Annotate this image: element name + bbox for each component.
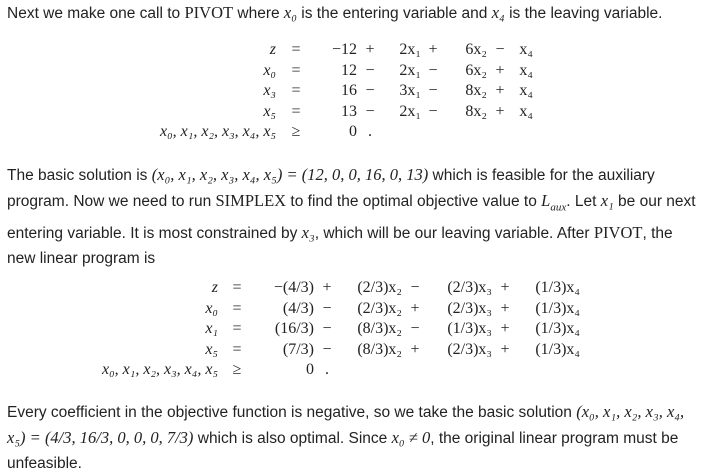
variable-term: x₄: [519, 41, 533, 58]
equation-lhs: x₃: [263, 82, 276, 99]
variable-term: 8x₂: [465, 102, 487, 120]
constant-term: 13: [341, 102, 357, 120]
l-aux: [541, 191, 567, 214]
middle-text-7: , the new linear program is: [7, 225, 673, 268]
entering-variable: x₀: [283, 3, 297, 22]
variable-term: (2/3)x₂: [357, 279, 402, 296]
variable-term: 2x₁: [399, 61, 421, 79]
empty-cell: [492, 360, 518, 381]
period: .: [325, 361, 329, 378]
operator: +: [410, 299, 420, 317]
equals-sign: =: [291, 82, 301, 99]
equation-lhs: x₀: [205, 299, 218, 317]
equation-lhs: x₅: [205, 340, 218, 358]
operator: −: [322, 299, 332, 317]
operator: +: [495, 82, 505, 99]
intro-text-2: where: [233, 5, 284, 22]
operator: +: [500, 279, 510, 296]
zero-bound: 0: [306, 361, 314, 378]
outro-paragraph: [7, 399, 697, 476]
constant-term: (7/3): [282, 340, 314, 358]
nonnegativity-row: [58, 360, 580, 381]
linear-program-1: [122, 40, 533, 143]
middle-text-3: to find the optimal objective value to: [286, 193, 542, 210]
variable-term: x₄: [519, 82, 533, 99]
operator: −: [428, 61, 438, 79]
empty-cell: [421, 122, 445, 143]
constant-term: (16/3): [274, 320, 314, 337]
variable-term: (2/3)x₃: [447, 299, 492, 317]
middle-paragraph: [7, 162, 697, 271]
equals-sign: =: [291, 61, 301, 79]
empty-cell: [428, 360, 492, 381]
operator: −: [410, 279, 420, 296]
variable-term: (8/3)x₂: [357, 320, 402, 337]
operator: +: [365, 41, 375, 58]
variable-term: 2x₁: [399, 41, 421, 58]
intro-text-1: Next we make one call to: [7, 5, 185, 22]
variable-term: 6x₂: [465, 41, 487, 58]
equation-row: [58, 299, 580, 320]
middle-text-1: The basic solution is: [7, 167, 152, 184]
equation-row: [122, 61, 533, 82]
middle-text-4: . Let: [566, 193, 601, 210]
l-aux-main: L: [541, 191, 551, 210]
equals-sign: =: [291, 102, 301, 120]
operator: +: [495, 61, 505, 79]
operator: −: [428, 102, 438, 120]
empty-cell: [487, 122, 513, 143]
variable-term: x₄: [519, 102, 533, 120]
operator: −: [322, 320, 332, 337]
equation-lhs: z: [269, 41, 276, 58]
variable-term: (8/3)x₂: [357, 340, 402, 358]
period: .: [368, 123, 372, 140]
pivot-keyword: PIVOT: [184, 3, 234, 22]
equation-row: [122, 81, 533, 102]
operator: −: [365, 102, 375, 120]
intro-text-4: is the leaving variable.: [504, 5, 663, 22]
operator: −: [410, 320, 420, 337]
equals-sign: =: [232, 340, 242, 358]
operator: +: [500, 320, 510, 337]
equation-lhs: x₅: [263, 102, 276, 120]
operator: +: [495, 102, 505, 120]
empty-cell: [518, 360, 580, 381]
variable-term: x₄: [519, 61, 533, 79]
variable-term: (2/3)x₂: [357, 299, 402, 317]
variable-term: (1/3)x₃: [447, 320, 492, 337]
equation-row: [122, 102, 533, 123]
variable-term: (2/3)x₃: [447, 340, 492, 358]
constant-term: 16: [341, 82, 357, 99]
empty-cell: [402, 360, 428, 381]
outro-text-1: Every coefficient in the objective function is negative, so we take the basic solution: [7, 404, 577, 421]
equals-sign: =: [232, 320, 242, 337]
middle-text-2: which is feasible for the auxiliary program. Now we need to run: [7, 167, 655, 210]
operator: −: [322, 340, 332, 358]
equation-row: [58, 278, 580, 299]
operator: +: [500, 299, 510, 317]
leaving-variable: x₄: [491, 3, 505, 22]
constant-term: −(4/3): [273, 279, 314, 296]
intro-text-3: is the entering variable and: [296, 5, 492, 22]
nonnegativity-variables: x₀, x₁, x₂, x₃, x₄, x₅: [160, 123, 276, 140]
operator: +: [500, 340, 510, 358]
equation-lhs: x₁: [205, 320, 218, 337]
equation-lhs: x₀: [263, 61, 276, 79]
basic-solution-2: (x₀, x₁, x₂, x₃, x₄, x₅) = (4/3, 16/3, 0, 0, 0, 7/3): [7, 402, 685, 447]
zero-bound: 0: [349, 123, 357, 140]
equation-row: [122, 40, 533, 61]
pivot-keyword-2: PIVOT: [593, 223, 643, 243]
variable-term: 3x₁: [399, 82, 421, 99]
basic-solution-1: (x₀, x₁, x₂, x₃, x₄, x₅) = (12, 0, 0, 16, 0, 13): [151, 165, 429, 184]
variable-term: (2/3)x₃: [447, 279, 492, 296]
geq-sign: ≥: [232, 361, 242, 378]
linear-program-2: [58, 278, 580, 381]
equals-sign: =: [232, 299, 242, 317]
variable-term: (1/3)x₄: [535, 340, 580, 358]
simplex-keyword: SIMPLEX: [215, 191, 287, 210]
l-aux-sub: aux: [550, 201, 567, 214]
empty-cell: [383, 122, 421, 143]
operator: +: [322, 279, 332, 296]
equals-sign: =: [291, 41, 301, 58]
variable-term: (1/3)x₄: [535, 279, 580, 296]
middle-text-6: , which will be our leaving variable. After: [314, 225, 594, 243]
constraining-variable: x₃: [301, 223, 315, 243]
variable-term: 6x₂: [465, 61, 487, 79]
empty-cell: [445, 122, 487, 143]
operator: +: [410, 340, 420, 358]
empty-cell: [513, 122, 533, 143]
variable-term: 2x₁: [399, 102, 421, 120]
nonnegativity-variables: x₀, x₁, x₂, x₃, x₄, x₅: [102, 361, 218, 378]
operator: −: [365, 82, 375, 99]
infeasibility-condition: x₀ ≠ 0: [391, 428, 431, 447]
nonnegativity-row: [122, 122, 533, 143]
outro-text-3: , the original linear program must be unfeasible.: [7, 430, 679, 472]
equals-sign: =: [232, 279, 242, 296]
empty-cell: [340, 360, 402, 381]
equation-row: [58, 319, 580, 340]
middle-text-5: be our next entering variable. It is most constrained by: [7, 193, 696, 243]
geq-sign: ≥: [291, 123, 301, 140]
operator: +: [428, 41, 438, 58]
constant-term: (4/3): [282, 299, 314, 317]
intro-paragraph: [7, 0, 697, 26]
outro-text-2: which is also optimal. Since: [193, 430, 392, 447]
operator: −: [495, 41, 505, 58]
equation-row: [58, 340, 580, 361]
constant-term: −12: [331, 41, 357, 58]
equation-lhs: z: [211, 279, 218, 296]
variable-term: (1/3)x₄: [535, 320, 580, 337]
variable-term: (1/3)x₄: [535, 299, 580, 317]
next-entering-variable: x₁: [600, 191, 614, 210]
operator: −: [365, 61, 375, 79]
operator: −: [428, 82, 438, 99]
variable-term: 8x₂: [465, 82, 487, 99]
constant-term: 12: [341, 61, 357, 79]
